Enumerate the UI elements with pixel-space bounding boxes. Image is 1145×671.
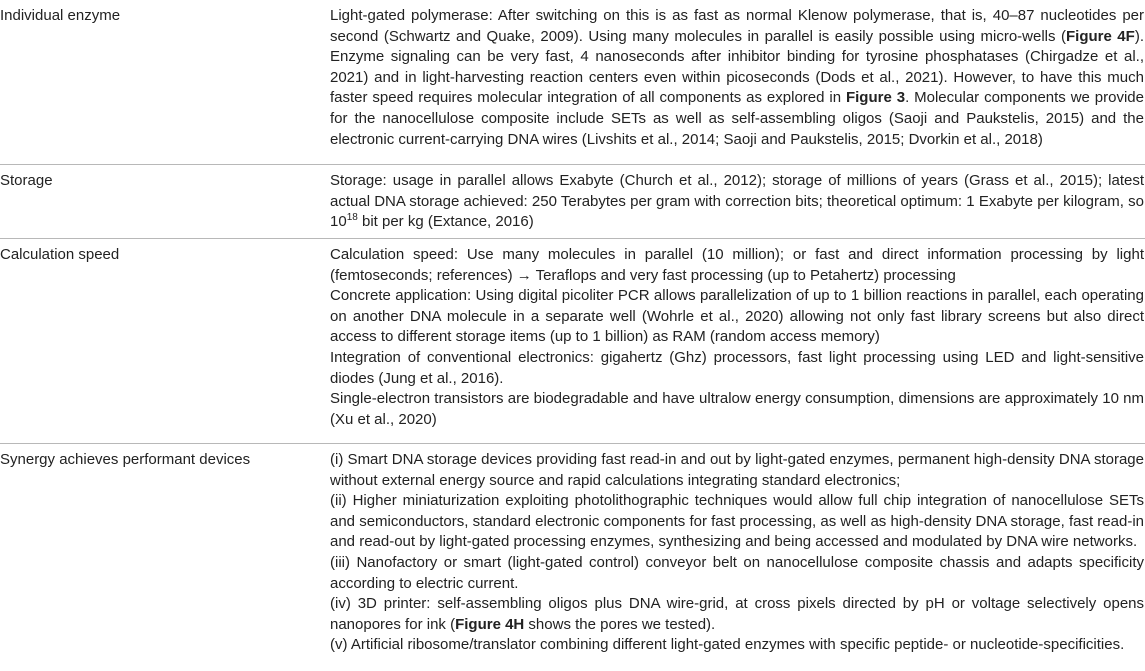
row-label: Calculation speed (0, 246, 120, 263)
paragraph: (ii) Higher miniaturization exploiting photolithographic techniques would allow full chip integration of nanocellulose SETs and semiconductors, standard electronic components for fast processing, as well as high-density DNA storage, fast read-in and read-out by light-gated processing enzymes, synthesizing and being accessed and modulated by DNA wire networks. (330, 492, 1144, 551)
row-content (330, 444, 1145, 671)
paragraph: (i) Smart DNA storage devices providing fast read-in and out by light-gated enzymes, permanent high-density DNA storage without external energy source and rapid calculations integrating standard electronics; (330, 451, 1144, 489)
text-segment: Storage: usage in parallel allows Exabyte (Church et al., 2012); storage of millions of years (Grass et al., 2015); latest actual DNA storage achieved: 250 Terabytes per gram with correction bits; theoretical optimum: 1 Exabyte per kilogram, so 10 (330, 172, 1144, 231)
paragraph: (iii) Nanofactory or smart (light-gated control) conveyor belt on nanocellulose composite chassis and adapts specificity according to electric current. (330, 553, 1144, 592)
text-segment: (iv) 3D printer: self-assembling oligos plus DNA wire-grid, at cross pixels directed by pH or voltage selectively opens nanopores for ink ( (330, 595, 1144, 633)
paragraph: (v) Artificial ribosome/translator combining different light-gated enzymes with specific peptide- or nucleotide-specificities. (330, 636, 1125, 654)
paragraph: Integration of conventional electronics: gigahertz (Ghz) processors, fast light processing using LED and light-sensitive diodes (Jung et al., 2016). (330, 348, 1144, 387)
table-row (0, 0, 1145, 165)
table-row (0, 239, 1145, 444)
text-segment: Light-gated polymerase: After switching on this is as fast as normal Klenow polymerase, that is, 40–87 nucleotides per second (Schwartz and Quake, 2009). Using many molecules in parallel is easily possible using micro-wells ( (330, 7, 1144, 45)
paragraph: Calculation speed: Use many molecules in parallel (10 million); or fast and direct information processing by light (femtoseconds; references) → Teraflops and very fast processing (up to Petahertz) processing (330, 246, 1144, 284)
row-content (330, 165, 1145, 238)
table-row (0, 165, 1145, 239)
figure-reference[interactable]: Figure 4H (455, 615, 525, 633)
paragraph: Concrete application: Using digital picoliter PCR allows parallelization of up to 1 billion reactions in parallel, each operating on another DNA molecule in a separate well (Wohrle et al., 2020) allowing not only fast library screens but also direct access to different storage items (up to 1 billion) as RAM (random access memory) (330, 287, 1144, 346)
figure-reference[interactable]: Figure 4F (1065, 27, 1135, 45)
row-content (330, 239, 1145, 443)
row-label: Individual enzyme (0, 7, 121, 24)
text-segment: shows the pores we tested). (524, 615, 716, 633)
text-segment: . Molecular components we provide for the nanocellulose composite include SETs as well as self-assembling oligos (Saoji and Paukstelis, 2015) and the electronic current-carrying DNA wires (Livshits et al., 2014; Saoji and Paukstelis, 2015; Dvorkin et al., 2018) (330, 89, 1144, 148)
text-segment: ). Enzyme signaling can be very fast, 4 nanoseconds after inhibitor binding for tyrosine phosphatases (Chirgadze et al., 2021) and in light-harvesting reaction centers even within picoseconds (Dods et al., 2021). However, to have this much faster speed requires molecular integration of all components as explored in (330, 27, 1144, 107)
paragraph: Single-electron transistors are biodegradable and have ultralow energy consumption, dimensions are approximately 10 nm (Xu et al., 2020) (330, 390, 1144, 428)
text-segment: bit per kg (Extance, 2016) (357, 213, 534, 231)
paragraph (330, 594, 1144, 635)
paragraph (330, 6, 1144, 150)
row-content (330, 0, 1145, 164)
row-label: Storage (0, 172, 53, 189)
row-label: Synergy achieves performant devices (0, 451, 251, 468)
superscript: 18 (346, 212, 358, 224)
table-row (0, 444, 1145, 671)
figure-reference[interactable]: Figure 3 (845, 89, 906, 107)
paragraph (330, 171, 1144, 233)
